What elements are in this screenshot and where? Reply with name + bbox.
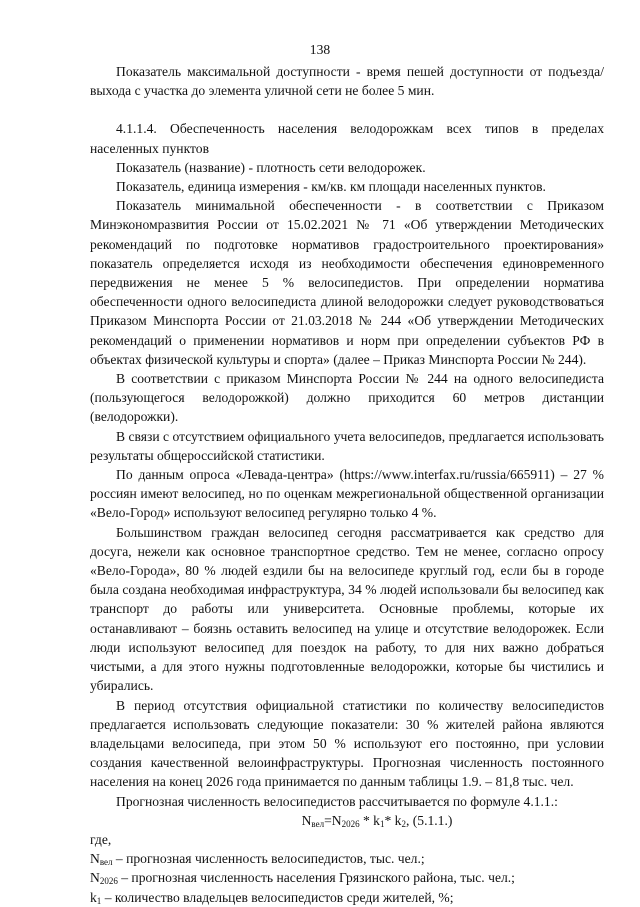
paragraph-no-records: В связи с отсутствием официального учета велосипедов, предлагается использовать результаты общероссийской статистики.: [90, 428, 605, 463]
formula-mul2: * k: [384, 812, 402, 828]
paragraph-indicator-name: Показатель (название) - плотность сети велодорожек.: [116, 159, 426, 175]
paragraph-order-244: В соответствии с приказом Минспорта России № 244 на одного велосипедиста (пользующегося велодорожкой) должно приходится 60 метров дистанции (велодорожки).: [90, 371, 604, 425]
spacer: [90, 100, 604, 119]
paragraph-min-provision: Показатель минимальной обеспеченности - в соответствии с Приказом Минэкономразвития России от 15.02.2021 № 71 «Об утверждении Методических рекомендаций по подготовке нормативов градостроительного проектирования» показатель определяется исходя из необходимости обеспечения единовременного передвижения не менее 5 % велосипедистов. При определении норматива обеспеченности одного велосипедиста длиной велодорожки следует руководствоваться Приказом Минспорта России от 21.03.2018 № 244 «Об утверждении Методических рекомендаций о применении нормативов и норм при определении субъектов РФ в объектах физической культуры и спорта» (далее – Приказ Минспорта России № 244).: [90, 198, 604, 367]
formula-eq: =N: [324, 812, 342, 828]
formula-sub-1: 1: [379, 818, 385, 829]
paragraph-period: В период отсутствия официальной статистики по количеству велосипедистов предлагается использовать следующие показатели: 30 % жителей района являются владельцами велосипеда, при этом 50 % используют его постоянно, при условии создания качественной велоинфраструктуры. Прогнозная численность постоянного населения на конец 2026 года принимается по данным таблицы 1.9. – 81,8 тыс. чел.: [90, 697, 604, 790]
formula-sub-2: 2: [401, 818, 406, 829]
def3-text: – количество владельцев велосипедистов среди жителей, %;: [101, 889, 454, 905]
page-number: 138: [309, 42, 331, 57]
definition-k1: [90, 888, 604, 907]
formula-n: N: [301, 812, 312, 828]
def1-symbol: N: [90, 851, 100, 867]
definition-n2026: [90, 868, 604, 887]
section-heading: 4.1.1.4. Обеспеченность населения велодорожкам всех типов в пределах населенных пунктов: [90, 121, 604, 156]
where-label: где,: [90, 831, 112, 847]
paragraph-majority: Большинством граждан велосипед сегодня рассматривается как средство для досуга, нежели как основное транспортное средство. Тем не менее, согласно опросу «Вело-Города», 80 % людей ездили бы на велосипеде круглый год, если бы в городе была создана необходимая инфраструктура, 34 % людей использовали бы велосипед как транспорт до работы или университета. Основные проблемы, которые их останавливают – боязнь оставить велосипед на улице и отсутствие велодорожек. Если люди используют велосипед для поездок на работу, то для них важно добраться чистыми, а для этого нужны подготовленные велодорожки, которые бы чистились и убирались.: [90, 524, 604, 694]
document-body: [90, 62, 604, 907]
formula-sub-2026: 2026: [341, 818, 360, 829]
def2-text: – прогнозная численность населения Грязинского района, тыс. чел.;: [117, 870, 515, 886]
paragraph-survey: По данным опроса «Левада-центра» (https://www.interfax.ru/russia/665911) – 27 % россиян имеют велосипед, но по оценкам межрегиональной общественной организации «Вело-Город» используют велосипед регулярно только 4 %.: [90, 467, 604, 521]
paragraph-formula-intro: Прогнозная численность велосипедистов рассчитывается по формуле 4.1.1.:: [116, 793, 558, 809]
formula-sub-vel: вел: [311, 818, 325, 829]
def1-text: – прогнозная численность велосипедистов, тыс. чел.;: [112, 851, 425, 867]
def3-symbol: k: [90, 889, 97, 905]
definition-nvel: [90, 849, 604, 868]
formula-tail: , (5.1.1.): [405, 812, 453, 828]
def2-symbol: N: [90, 870, 100, 886]
paragraph-access: Показатель максимальной доступности - время пешей доступности от подъезда/выхода с участка до элемента уличной сети не более 5 мин.: [90, 64, 604, 99]
formula-mul1: * k: [359, 812, 380, 828]
def2-sub: 2026: [99, 876, 118, 887]
formula: [90, 811, 604, 830]
def3-sub: 1: [96, 895, 102, 906]
def1-sub: вел: [99, 857, 113, 868]
paragraph-indicator-unit: Показатель, единица измерения - км/кв. км площади населенных пунктов.: [116, 179, 546, 195]
